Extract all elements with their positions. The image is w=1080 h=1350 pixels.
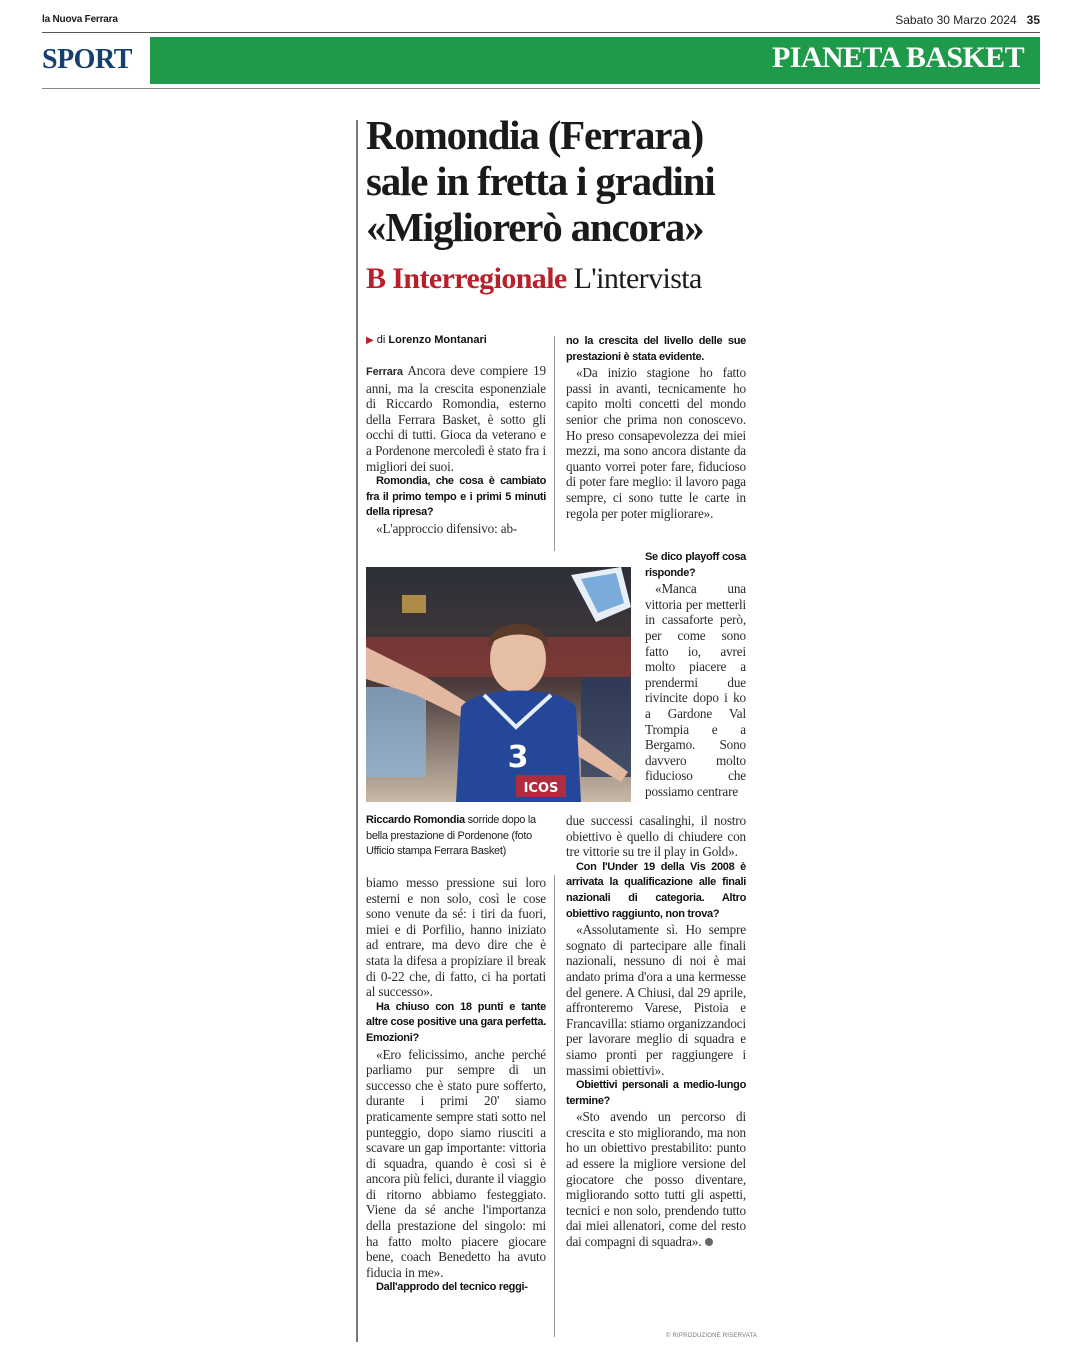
section-label: SPORT <box>42 44 132 75</box>
byline-author: Lorenzo Montanari <box>388 334 487 346</box>
newspaper-masthead: la Nuova Ferrara <box>42 14 118 25</box>
byline-marker-icon: ▶ <box>366 335 374 346</box>
caption-name: Riccardo Romondia <box>366 814 465 826</box>
answer-1-end: biamo messo pressione sui loro esterni e non solo, così le cose sono venute da sé: i tiri da fuori, miei e di Porfilio, hanno iniziato ad entrare, ma devo dire che è stata la difesa a propiziare il break di 0-22 che, di fatto, ci ha portati al successo». <box>366 875 546 1000</box>
column-divider-bottom <box>554 875 555 1337</box>
question-3-end: no la crescita del livello delle sue prestazioni è stata evidente. <box>566 335 746 363</box>
copyright-notice: © RIPRODUZIONE RISERVATA <box>666 1333 758 1339</box>
answer-5: «Assolutamente sì. Ho sempre sognato di partecipare alle finali nazionali, nessuno di noi è mai andato prima d'ora a una kermesse del genere. A Chiusi, dal 29 aprile, affronteremo Varese, Pistoia e Francavilla: stiamo organizzandoci per lavorare meglio di squadra e siamo pronti per raggiungere i massimi obiettivi». <box>566 922 746 1078</box>
band-title: PIANETA BASKET <box>772 41 1024 74</box>
question-2: Ha chiuso con 18 punti e tante altre cose positive una gara perfetta. Emozioni? <box>366 1000 546 1044</box>
photo-caption <box>366 813 556 860</box>
headline: Romondia (Ferrara) sale in fretta i gradini «Migliorerò ancora» <box>366 112 715 250</box>
answer-4-end: due successi casalinghi, il nostro obiettivo è quello di chiudere con tre vittorie su tre il play in Gold». <box>566 813 746 860</box>
column-2-top <box>566 334 746 521</box>
question-5: Con l'Under 19 della Vis 2008 è arrivata la qualificazione alle finali nazionali di categoria. Altro obiettivo raggiunto, non trova? <box>566 860 746 920</box>
intro-text: Ancora deve compiere 19 anni, ma la crescita esponenziale di Riccardo Romondia, esterno della Ferrara Basket, è sotto gli occhi di tutti. Gioca da veterano e a Pordenone mercoledì è stato fra i migliori dei suoi. <box>366 363 546 474</box>
column-divider <box>554 336 555 551</box>
issue-date: Sabato 30 Marzo 2024 <box>895 13 1017 27</box>
end-of-article-icon <box>705 1238 713 1246</box>
header-rule <box>42 88 1040 89</box>
kicker-category: B Interregionale <box>366 262 567 295</box>
question-4: Se dico playoff cosa risponde? <box>645 551 746 579</box>
byline-prefix: di <box>376 334 386 346</box>
question-3-start: Dall'approdo del tecnico reggi- <box>376 1281 528 1294</box>
question-6: Obiettivi personali a medio-lungo termine? <box>566 1079 746 1107</box>
page-number: 35 <box>1026 13 1040 27</box>
answer-3: «Da inizio stagione ho fatto passi in avanti, tecnicamente ho capito molti concetti del mondo senior che prima non conoscevo. Ho preso consapevolezza dei miei mezzi, ma sono ancora distante da quanto vorrei poter fare, fiducioso di poter fare meglio: il lavoro paga sempre, ci sono tutte le carte in regola per poter migliorare». <box>566 365 746 521</box>
top-rule <box>42 32 1040 33</box>
answer-6: «Sto avendo un percorso di crescita e sto migliorando, ma non ho un obiettivo prestabilito: punto ad essere la migliore versione del giocatore che posso diventare, migliorando sotto tutti gli aspetti, tecnici e non solo, prendendo tutto dai miei allenatori, come del resto dai compagni di squadra». <box>566 1109 746 1250</box>
column-2-bottom <box>566 813 746 1250</box>
answer-4-start: «Manca una vittoria per metterli in cassaforte però, per come sono fatto io, avrei molto piacere a prendermi due rivincite dopo i ko a Gardone Val Trompia e a Bergamo. Sono davvero molto fiducioso che possiamo centrare <box>645 581 746 799</box>
player-photo-illustration <box>366 567 631 802</box>
section-band <box>150 37 1040 84</box>
answer-2: «Ero felicissimo, anche perché parliamo pur sempre di un successo che è stato pure sofferto, durante i primi 20' siamo praticamente sempre stati sotto nel punteggio, dopo siamo riusciti a scavare un gap importante: vittoria di squadra, quando è così si è ancora più felici, durante il viaggio di ritorno abbiamo festeggiato. Viene da sé anche l'importanza della prestazione del singolo: mi ha fatto molto piacere giocare bene, coach Benedetto ha avuto fiducia in me». <box>366 1046 546 1280</box>
column-2-wrap <box>645 550 746 800</box>
article-left-rule <box>356 120 358 1342</box>
byline <box>366 334 487 346</box>
jersey-sponsor: ICOS <box>523 781 559 796</box>
dateline-city: Ferrara <box>366 366 403 378</box>
question-1: Romondia, che cosa è cambiato fra il primo tempo e i primi 5 minuti della ripresa? <box>366 475 546 519</box>
caption-text: sorride dopo la bella prestazione di Pordenone (foto Ufficio stampa Ferrara Basket) <box>366 814 536 857</box>
article-photo <box>366 567 631 802</box>
dateline <box>895 13 1040 27</box>
jersey-number: 3 <box>507 740 529 775</box>
kicker-type: L'intervista <box>573 262 702 295</box>
answer-1-start: «L'approccio difensivo: ab- <box>376 520 518 536</box>
column-1-bottom <box>366 875 546 1296</box>
column-1-top <box>366 363 546 537</box>
kicker <box>366 262 756 296</box>
answer-6-paragraph <box>566 1109 746 1249</box>
